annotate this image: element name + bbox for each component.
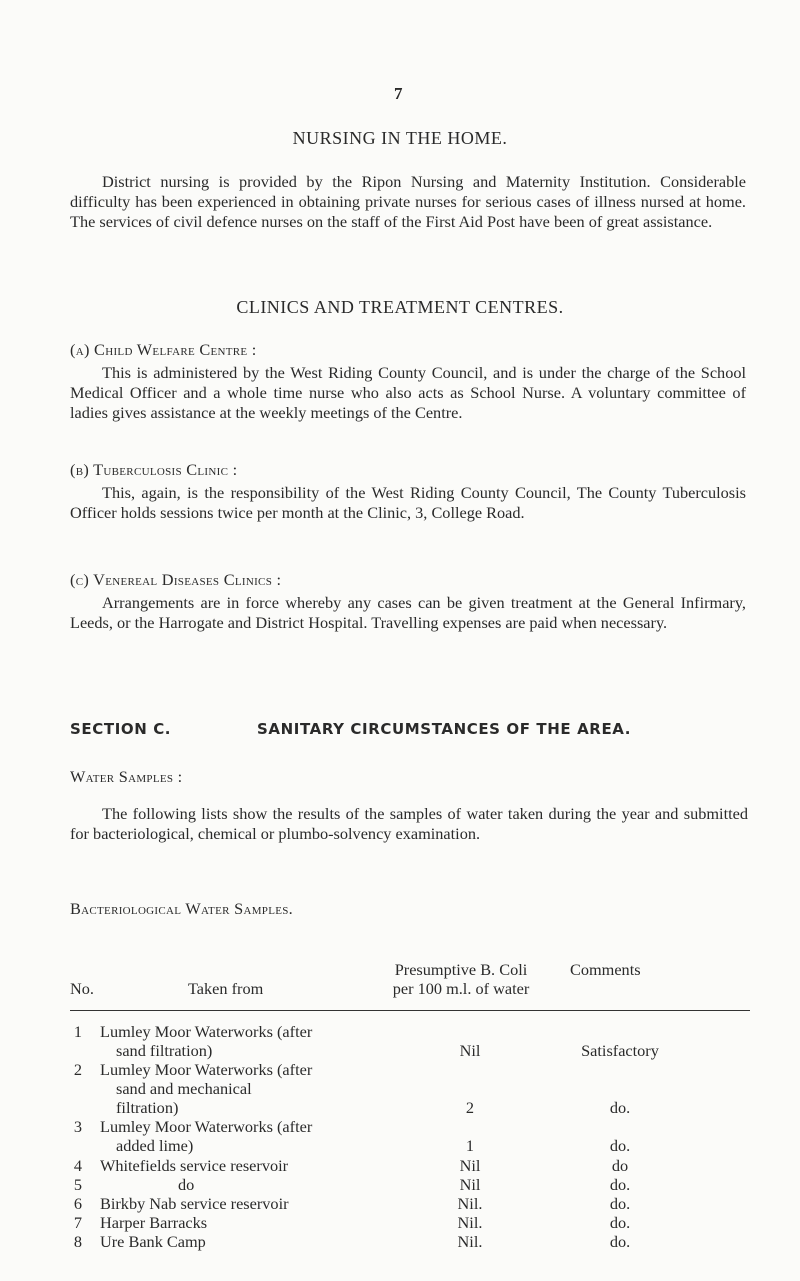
water-samples-text: The following lists show the results of the samples of water taken during the year and submitted for bacteriological, chemical or plumbo-solvency examination. (70, 804, 748, 843)
row-comments: do. (609, 1194, 631, 1213)
row-taken-from (100, 1022, 360, 1041)
row-taken-from: Ure Bank Camp (100, 1232, 206, 1251)
tuberculosis-title: (b) Tuberculosis Clinic : (70, 460, 238, 479)
venereal-text: Arrangements are in force whereby any cases can be given treatment at the General Infirmary, Leeds, or the Harrogate and District Hospital. Travelling expenses are paid when necessary. (70, 593, 746, 632)
row-from-line: Lumley Moor Waterworks (after (100, 1060, 313, 1079)
row-comments: do. (609, 1175, 631, 1194)
water-samples-title: Water Samples : (70, 767, 183, 786)
child-welfare-text: This is administered by the West Riding County Council, and is under the charge of the School Medical Officer and a whole time nurse who also acts as School Nurse. A voluntary committee of ladies gives assistance at the weekly meetings of the Centre. (70, 363, 746, 422)
no-header: No. (70, 979, 94, 998)
water-samples-paragraph (70, 804, 748, 844)
venereal-title: (c) Venereal Diseases Clinics : (70, 570, 282, 589)
row-no: 2 (73, 1060, 82, 1079)
row-taken-from (100, 1098, 360, 1117)
child-welfare-paragraph (70, 363, 746, 423)
clinics-heading: CLINICS AND TREATMENT CENTRES. (236, 297, 564, 317)
row-taken-from (100, 1041, 360, 1060)
row-no: 5 (73, 1175, 82, 1194)
nursing-paragraph (70, 172, 746, 232)
row-result: Nil. (457, 1213, 483, 1232)
row-result: 1 (465, 1136, 475, 1155)
tuberculosis-text: This, again, is the responsibility of the West Riding County Council, The County Tuberculosis Officer holds sessions twice per month at the Clinic, 3, College Road. (70, 483, 746, 522)
row-result: Nil (459, 1175, 481, 1194)
taken-from-header: Taken from (188, 979, 264, 998)
row-result: Nil. (457, 1232, 483, 1251)
row-no: 3 (73, 1117, 82, 1136)
row-no: 1 (73, 1022, 82, 1041)
child-welfare-title: (a) Child Welfare Centre : (70, 340, 257, 359)
nursing-text: District nursing is provided by the Ripon Nursing and Maternity Institution. Considerable difficulty has been experienced in obtaining private nurses for serious cases of illness nursed at home. The services of civil defence nurses on the staff of the First Aid Post have been of great assistance. (70, 172, 746, 231)
result-header-line-1: Presumptive B. Coli (394, 960, 528, 979)
row-from-line: Lumley Moor Waterworks (after (100, 1117, 313, 1136)
row-comments: do (611, 1156, 629, 1175)
row-comments: do. (609, 1232, 631, 1251)
row-no: 8 (73, 1232, 82, 1251)
row-taken-from: Harper Barracks (100, 1213, 208, 1232)
nursing-heading: NURSING IN THE HOME. (292, 128, 508, 148)
row-from-line: filtration) (116, 1098, 179, 1117)
bacteriological-title: Bacteriological Water Samples. (70, 899, 294, 918)
tuberculosis-paragraph (70, 483, 746, 523)
row-taken-from: Birkby Nab service reservoir (100, 1194, 289, 1213)
row-comments: do. (609, 1098, 631, 1117)
comments-header: Comments (570, 960, 641, 979)
row-comments: Satisfactory (581, 1041, 659, 1060)
row-taken-from (100, 1079, 360, 1098)
row-comments: do. (609, 1213, 631, 1232)
row-result: Nil (459, 1041, 481, 1060)
row-taken-from (100, 1060, 360, 1079)
row-from-line: added lime) (116, 1136, 194, 1155)
section-c-heading (70, 720, 750, 738)
row-from-line: Lumley Moor Waterworks (after (100, 1022, 313, 1041)
row-from-line: sand filtration) (116, 1041, 213, 1060)
row-comments: do. (609, 1136, 631, 1155)
section-title: SANITARY CIRCUMSTANCES OF THE AREA. (257, 720, 632, 738)
row-result: 2 (465, 1098, 475, 1117)
section-label: SECTION C. (70, 720, 172, 738)
row-no: 6 (73, 1194, 82, 1213)
row-result: Nil. (457, 1194, 483, 1213)
table-header-rule (70, 1010, 750, 1011)
page-number: 7 (394, 84, 403, 103)
row-no: 4 (73, 1156, 82, 1175)
row-taken-from (100, 1136, 360, 1155)
row-result: Nil (459, 1156, 481, 1175)
row-taken-from: Whitefields service reservoir (100, 1156, 289, 1175)
row-taken-from: do (178, 1175, 195, 1194)
row-from-line: sand and mechanical (116, 1079, 252, 1098)
row-no: 7 (73, 1213, 82, 1232)
venereal-paragraph (70, 593, 746, 633)
row-taken-from (100, 1117, 360, 1136)
result-header-line-2: per 100 m.l. of water (392, 979, 530, 998)
